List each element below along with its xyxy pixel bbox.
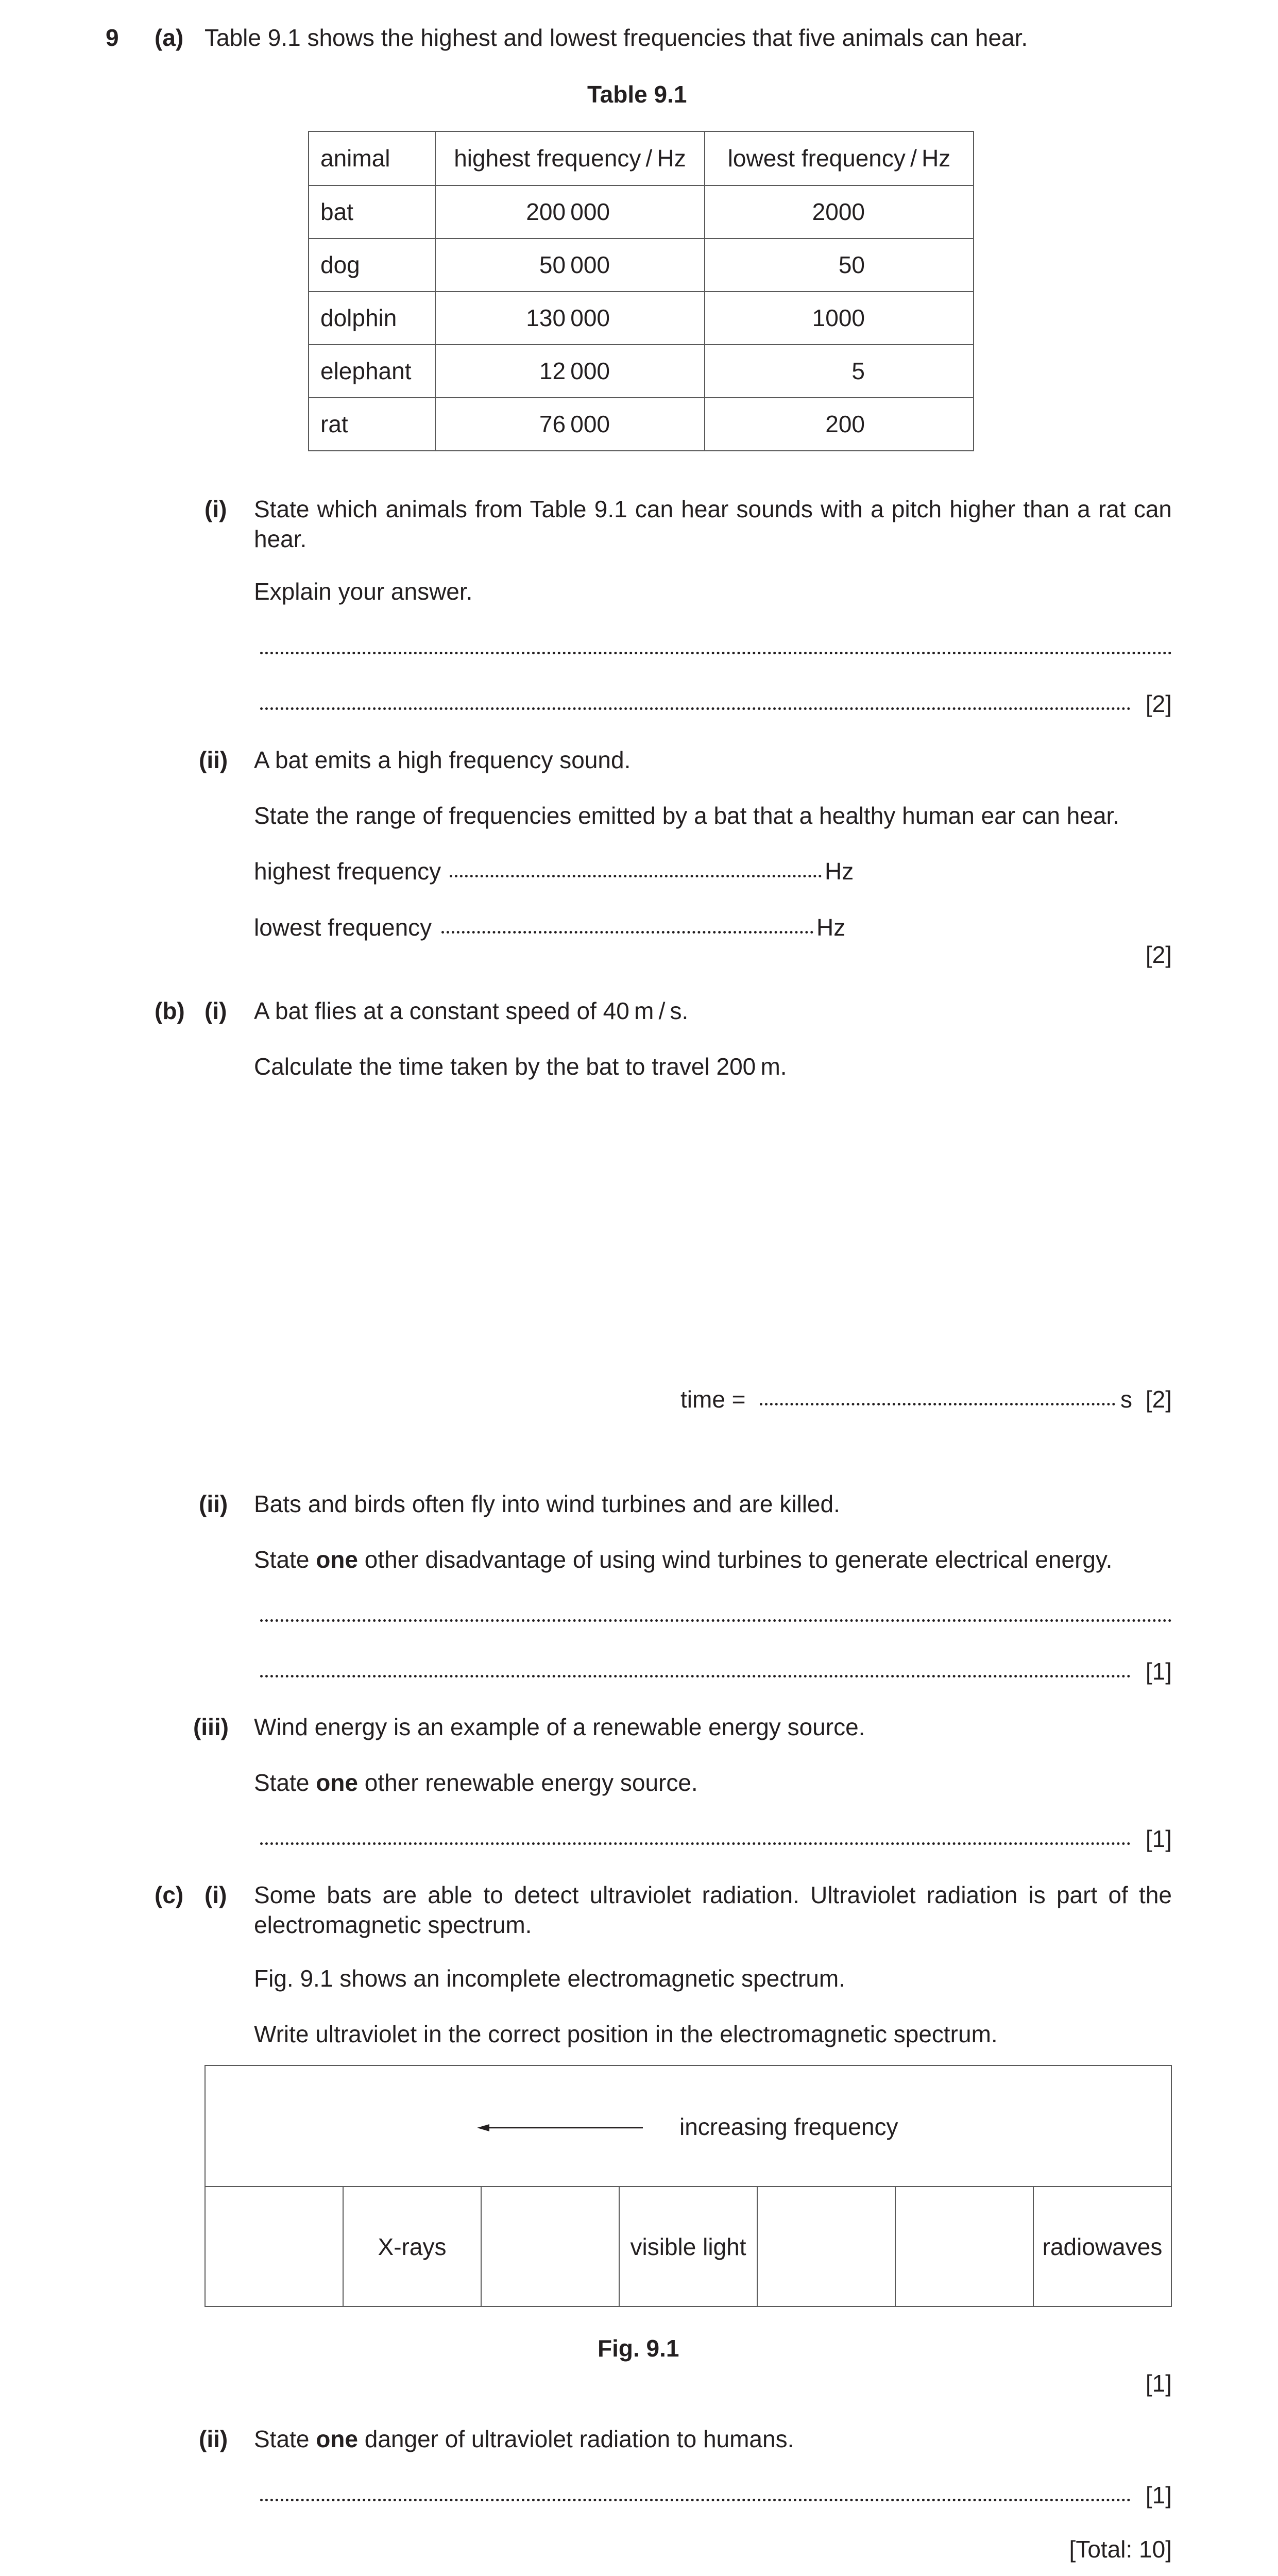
part-c-ii-text	[254, 2425, 794, 2454]
spectrum-row	[206, 2187, 1171, 2307]
question-text: State	[254, 2426, 316, 2452]
spectrum-cell[interactable]	[896, 2187, 1034, 2307]
table-cell: 1000	[705, 292, 974, 345]
table-cell: 5	[705, 345, 974, 398]
fig-caption: Fig. 9.1	[598, 2335, 679, 2362]
instruction-text: State	[254, 1769, 316, 1796]
table-cell: 200	[705, 398, 974, 451]
part-a-i-label: (i)	[205, 496, 227, 522]
table-cell: dog	[309, 239, 435, 292]
part-b-iii-text: Wind energy is an example of a renewable energy source.	[254, 1714, 865, 1740]
emphasis-text: one	[316, 1546, 358, 1573]
part-a-intro: Table 9.1 shows the highest and lowest frequencies that five animals can hear.	[205, 24, 1028, 51]
column-header: lowest frequency / Hz	[705, 131, 974, 185]
spectrum-cell: radiowaves	[1042, 2233, 1163, 2260]
left-arrow-icon	[476, 2120, 646, 2136]
part-b-ii-instruction	[254, 1545, 1112, 1575]
answer-line[interactable]	[260, 1675, 1131, 1677]
answer-line[interactable]	[260, 1842, 1131, 1845]
answer-line[interactable]	[260, 1619, 1172, 1622]
part-a-ii-label: (ii)	[199, 747, 228, 773]
table-cell: rat	[309, 398, 435, 451]
table-row	[309, 185, 974, 239]
table-cell: 200 000	[435, 185, 705, 239]
column-header: highest frequency / Hz	[435, 131, 705, 185]
part-a-i-instruction: Explain your answer.	[254, 578, 473, 605]
mark-allocation: [2]	[1145, 941, 1172, 968]
highest-frequency-answer-line[interactable]	[450, 875, 822, 877]
answer-line[interactable]	[260, 707, 1131, 710]
mark-allocation: [1]	[1145, 2370, 1172, 2397]
table-cell: 50	[705, 239, 974, 292]
part-a-ii-instruction: State the range of frequencies emitted by a bat that a healthy human ear can hear.	[254, 802, 1120, 829]
part-b-i-instruction: Calculate the time taken by the bat to travel 200 m.	[254, 1053, 787, 1080]
table-cell: elephant	[309, 345, 435, 398]
part-b-ii-text: Bats and birds often fly into wind turbines and are killed.	[254, 1490, 840, 1517]
unit-label: Hz	[816, 914, 846, 941]
lowest-frequency-answer-line[interactable]	[441, 931, 813, 934]
table-cell: 2000	[705, 185, 974, 239]
part-b-i-text: A bat flies at a constant speed of 40 m / s.	[254, 997, 689, 1024]
frequency-table	[308, 131, 974, 451]
instruction-text: State	[254, 1546, 316, 1573]
mark-allocation: [2]	[1145, 1386, 1172, 1413]
total-marks: [Total: 10]	[1069, 2536, 1172, 2563]
part-b-label: (b)	[155, 997, 185, 1024]
question-number: 9	[106, 24, 119, 51]
answer-line[interactable]	[260, 2499, 1131, 2501]
table-cell: 76 000	[435, 398, 705, 451]
table-cell: 130 000	[435, 292, 705, 345]
time-answer-label: time =	[680, 1386, 746, 1413]
table-row	[309, 398, 974, 451]
part-c-i-instruction: Write ultraviolet in the correct position in the electromagnetic spectrum.	[254, 2021, 998, 2047]
table-cell: dolphin	[309, 292, 435, 345]
part-c-label: (c)	[155, 1882, 184, 1908]
unit-label: s	[1120, 1386, 1132, 1413]
part-a-ii-text: A bat emits a high frequency sound.	[254, 747, 631, 773]
spectrum-cell[interactable]	[482, 2187, 620, 2307]
question-text: danger of ultraviolet radiation to humans.	[357, 2426, 794, 2452]
spectrum-cell[interactable]	[206, 2187, 344, 2307]
table-header-row	[309, 131, 974, 185]
part-a-label: (a)	[155, 24, 184, 51]
frequency-arrow-panel	[206, 2066, 1171, 2187]
part-c-i-text: Some bats are able to detect ultraviolet radiation. Ultraviolet radiation is part of the electromagnetic spectrum.	[254, 1882, 1172, 1938]
spectrum-cell[interactable]	[758, 2187, 896, 2307]
table-caption: Table 9.1	[587, 81, 687, 108]
table-cell: 12 000	[435, 345, 705, 398]
mark-allocation: [1]	[1145, 1825, 1172, 1852]
mark-allocation: [2]	[1145, 690, 1172, 717]
instruction-text: other disadvantage of using wind turbines to generate electrical energy.	[357, 1546, 1113, 1573]
part-b-i-label: (i)	[205, 997, 227, 1024]
instruction-text: other renewable energy source.	[357, 1769, 698, 1796]
mark-allocation: [1]	[1145, 1658, 1172, 1685]
part-c-i-label: (i)	[205, 1882, 227, 1908]
part-b-ii-label: (ii)	[199, 1490, 228, 1517]
answer-line[interactable]	[260, 652, 1172, 654]
unit-label: Hz	[825, 858, 854, 885]
fig-intro: Fig. 9.1 shows an incomplete electromagnetic spectrum.	[254, 1965, 845, 1992]
part-a-i-text: State which animals from Table 9.1 can hear sounds with a pitch higher than a rat can hear.	[254, 496, 1172, 552]
electromagnetic-spectrum-figure	[205, 2065, 1172, 2307]
emphasis-text: one	[316, 2426, 358, 2452]
part-c-ii-label: (ii)	[199, 2426, 228, 2452]
column-header: animal	[309, 131, 435, 185]
table-row	[309, 345, 974, 398]
arrow-label: increasing frequency	[679, 2113, 898, 2140]
emphasis-text: one	[316, 1769, 358, 1796]
part-b-iii-label: (iii)	[193, 1714, 229, 1740]
spectrum-cell: visible light	[620, 2187, 758, 2307]
time-answer-line[interactable]	[760, 1403, 1115, 1405]
table-cell: 50 000	[435, 239, 705, 292]
lowest-frequency-label: lowest frequency	[254, 914, 432, 941]
table-row	[309, 239, 974, 292]
mark-allocation: [1]	[1145, 2482, 1172, 2509]
part-b-iii-instruction	[254, 1768, 698, 1798]
table-cell: bat	[309, 185, 435, 239]
highest-frequency-label: highest frequency	[254, 858, 441, 885]
table-row	[309, 292, 974, 345]
spectrum-cell: X-rays	[344, 2187, 482, 2307]
